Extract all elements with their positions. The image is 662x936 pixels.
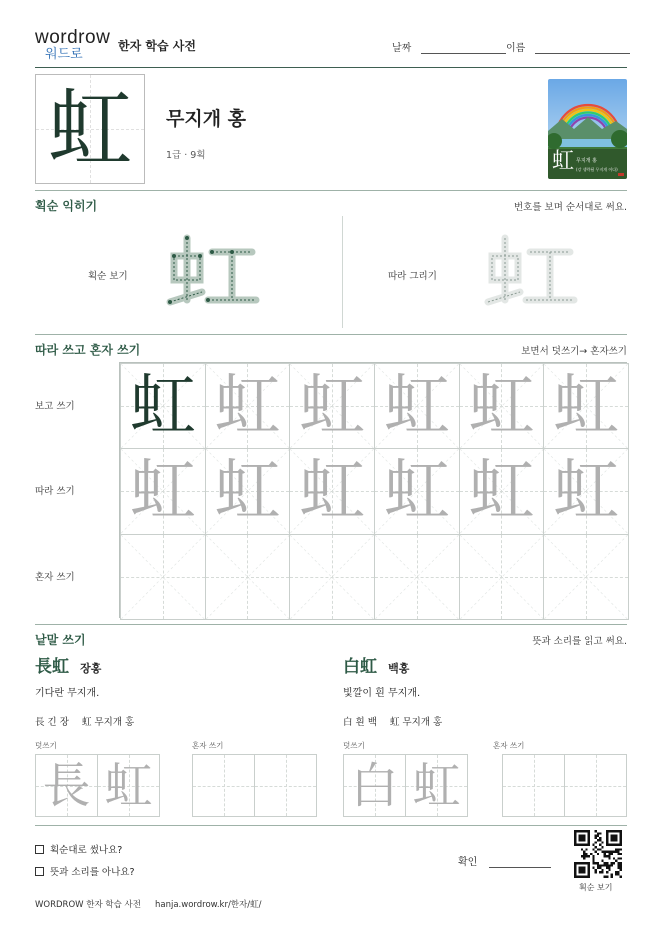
section-divider-2 bbox=[35, 334, 627, 335]
writing-cell[interactable] bbox=[374, 448, 460, 534]
word-char2-gloss: 무지개 홍 bbox=[94, 717, 135, 728]
thumb-caption: 무지개 홍 bbox=[576, 158, 597, 164]
word-char1-gloss: 흰 백 bbox=[355, 717, 377, 728]
section-divider-3 bbox=[35, 624, 627, 625]
stroke-view-label: 획순 보기 bbox=[88, 271, 128, 282]
word-hanja: 長虹 bbox=[35, 657, 69, 677]
write-section-hint: 보면서 덧쓰기→ 혼자쓰기 bbox=[521, 346, 627, 357]
guide-character: 虹 bbox=[214, 367, 281, 445]
qr-caption: 획순 보기 bbox=[579, 883, 613, 892]
stroke-trace-label: 따라 그리기 bbox=[388, 271, 437, 282]
name-line[interactable] bbox=[535, 44, 630, 54]
model-character: 虹 bbox=[129, 367, 196, 445]
hanzi-large: 虹 bbox=[47, 80, 132, 178]
word-meaning: 기다란 무지개. bbox=[35, 688, 100, 699]
footer-url[interactable]: hanja.wordrow.kr/한자/虹/ bbox=[155, 900, 262, 910]
guide-character: 虹 bbox=[299, 367, 366, 445]
word-char2: 虹 bbox=[81, 717, 92, 728]
checklist-item-1[interactable] bbox=[35, 842, 122, 856]
words-section-hint: 뜻과 소리를 읽고 써요. bbox=[532, 636, 627, 647]
thumb-badge bbox=[618, 173, 624, 176]
word-alone-cell[interactable] bbox=[564, 754, 627, 817]
writing-cell[interactable] bbox=[543, 363, 629, 449]
writing-cell[interactable] bbox=[120, 448, 206, 534]
guide-character: 虹 bbox=[468, 452, 535, 530]
writing-cell[interactable] bbox=[459, 448, 545, 534]
logo-korean: 워드로 bbox=[45, 47, 83, 62]
word-trace-cell[interactable] bbox=[343, 754, 406, 817]
name-field[interactable] bbox=[506, 39, 630, 54]
check1-label: 획순대로 썼나요? bbox=[50, 845, 123, 856]
writing-cell[interactable] bbox=[459, 363, 545, 449]
date-line[interactable] bbox=[421, 44, 506, 54]
date-label: 날짜 bbox=[392, 43, 412, 54]
writing-cell[interactable] bbox=[205, 534, 291, 620]
grade-strokes: 1급 · 9획 bbox=[166, 150, 206, 161]
word-trace-cell[interactable] bbox=[35, 754, 98, 817]
writing-cell[interactable] bbox=[205, 448, 291, 534]
writing-cell[interactable] bbox=[289, 534, 375, 620]
guide-character: 虹 bbox=[383, 367, 450, 445]
date-field[interactable] bbox=[392, 39, 506, 54]
confirm-line[interactable] bbox=[489, 858, 551, 868]
thumb-caption-2: (강 생략됨 무지개 이다) bbox=[576, 167, 618, 172]
word-char1-gloss: 긴 장 bbox=[47, 717, 69, 728]
word-guide-character: 虹 bbox=[104, 757, 153, 814]
thumb-hanzi: 虹 bbox=[552, 149, 575, 174]
checklist-item-2[interactable] bbox=[35, 864, 135, 878]
stroke-panel-divider bbox=[342, 216, 343, 328]
word-reading: 장홍 bbox=[80, 662, 102, 675]
writing-cell[interactable] bbox=[374, 363, 460, 449]
word-char1: 長 bbox=[35, 717, 45, 728]
checkbox-1[interactable] bbox=[35, 845, 44, 854]
check2-label: 뜻과 소리를 아나요? bbox=[50, 867, 135, 878]
footer-brand: WORDROW 한자 학습 사전 bbox=[35, 900, 141, 910]
word-trace-cell[interactable] bbox=[97, 754, 160, 817]
qr-code[interactable] bbox=[574, 830, 622, 878]
word-char1: 白 bbox=[343, 717, 353, 728]
checkbox-2[interactable] bbox=[35, 867, 44, 876]
writing-cell[interactable] bbox=[374, 534, 460, 620]
guide-character: 虹 bbox=[468, 367, 535, 445]
guide-character: 虹 bbox=[299, 452, 366, 530]
word-alone-cell[interactable] bbox=[192, 754, 255, 817]
confirm-field[interactable] bbox=[458, 853, 551, 868]
guide-character: 虹 bbox=[383, 452, 450, 530]
stroke-order-diagram bbox=[160, 230, 260, 310]
header-title: 한자 학습 사전 bbox=[118, 39, 196, 53]
name-label: 이름 bbox=[506, 43, 526, 54]
write-section-title: 따라 쓰고 혼자 쓰기 bbox=[35, 343, 141, 357]
stroke-section-title: 획순 익히기 bbox=[35, 199, 98, 213]
word-meaning: 빛깔이 흰 무지개. bbox=[343, 688, 421, 699]
word-guide-character: 虹 bbox=[412, 757, 461, 814]
writing-cell[interactable] bbox=[543, 534, 629, 620]
word-guide-character: 長 bbox=[42, 757, 91, 814]
writing-grid[interactable] bbox=[119, 362, 627, 618]
header-divider bbox=[35, 67, 627, 68]
words-section-title: 낱말 쓰기 bbox=[35, 633, 86, 647]
word-alone-cell[interactable] bbox=[502, 754, 565, 817]
guide-character: 虹 bbox=[553, 367, 620, 445]
word-trace-cell[interactable] bbox=[405, 754, 468, 817]
row-label-trace: 따라 쓰기 bbox=[35, 486, 75, 497]
section-divider-1 bbox=[35, 190, 627, 191]
writing-cell[interactable] bbox=[205, 363, 291, 449]
meaning-sound: 무지개 홍 bbox=[166, 108, 247, 130]
stroke-section-hint: 번호를 보며 순서대로 써요. bbox=[513, 202, 627, 213]
writing-cell[interactable] bbox=[289, 363, 375, 449]
word-alone-cell[interactable] bbox=[254, 754, 317, 817]
logo bbox=[35, 28, 115, 66]
confirm-label: 확인 bbox=[458, 857, 478, 868]
writing-cell[interactable] bbox=[289, 448, 375, 534]
writing-cell[interactable] bbox=[120, 363, 206, 449]
row-label-alone: 혼자 쓰기 bbox=[35, 572, 75, 583]
word-alone-label: 혼자 쓰기 bbox=[192, 741, 224, 750]
writing-cell[interactable] bbox=[120, 534, 206, 620]
guide-character: 虹 bbox=[129, 452, 196, 530]
section-divider-4 bbox=[35, 825, 627, 826]
word-reading: 백홍 bbox=[388, 662, 410, 675]
hanzi-box bbox=[35, 74, 145, 184]
logo-wordmark: wordrow bbox=[35, 27, 111, 48]
word-guide-character: 白 bbox=[350, 757, 399, 814]
writing-cell[interactable] bbox=[543, 448, 629, 534]
guide-character: 虹 bbox=[553, 452, 620, 530]
word-alone-label: 혼자 쓰기 bbox=[493, 741, 525, 750]
word-trace-label: 덧쓰기 bbox=[35, 741, 57, 750]
word-char2-gloss: 무지개 홍 bbox=[402, 717, 443, 728]
stroke-trace-diagram[interactable] bbox=[478, 230, 578, 310]
rainbow-illustration bbox=[548, 79, 627, 179]
word-char2: 虹 bbox=[389, 717, 400, 728]
word-trace-label: 덧쓰기 bbox=[343, 741, 365, 750]
guide-character: 虹 bbox=[214, 452, 281, 530]
word-hanja: 白虹 bbox=[343, 657, 377, 677]
writing-cell[interactable] bbox=[459, 534, 545, 620]
row-label-view: 보고 쓰기 bbox=[35, 401, 75, 412]
